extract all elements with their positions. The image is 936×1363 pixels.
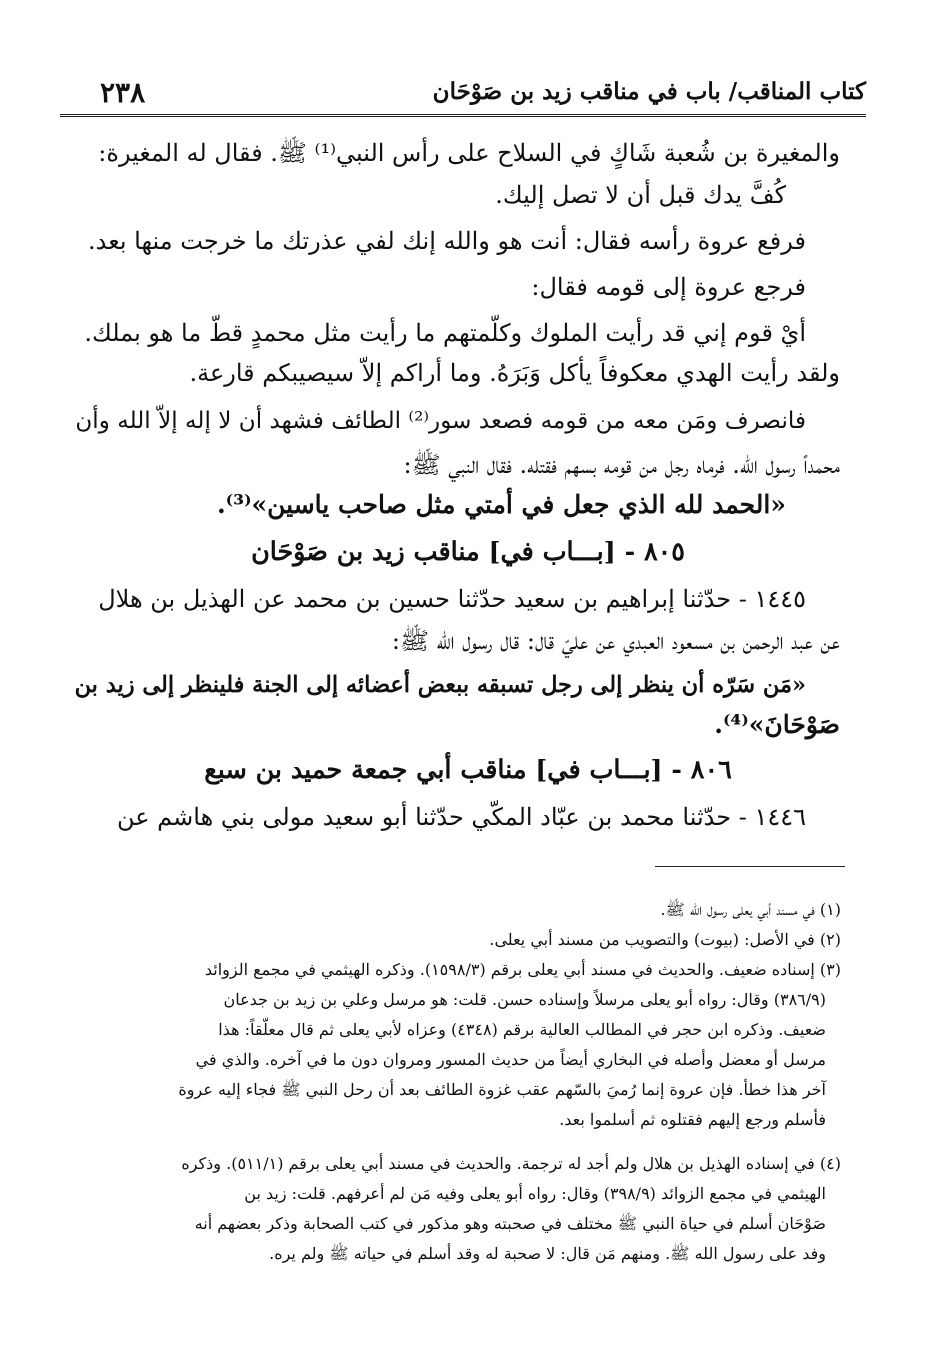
chapter-heading-806: ٨٠٦ - [بـــاب في] مناقب أبي جمعة حميد بن سبع: [204, 754, 732, 784]
footnote-line: آخر هذا خطأ. فإن عروة إنما رُميَ بالسّهم عقب غزوة الطائف بعد أن رحل النبي ﷺ فجاء إليه عروة: [178, 1080, 826, 1099]
hadith-chain-line: عن عبد الرحمن بن مسعود العبدي عن عليّ قال: قال رسول الله ﷺ:: [391, 627, 840, 655]
text-line: أيْ قوم إني قد رأيت الملوك وكلّمتهم ما رأيت مثل محمدٍ قطّ ما هو بملك.: [84, 319, 806, 347]
hadith-chain-line: ١٤٤٥ - حدّثنا إبراهيم بن سعيد حدّثنا حسين بن محمد عن الهذيل بن هلال: [98, 585, 806, 613]
footnote-line: (١) في مسند أبي يعلى رسول الله ﷺ.: [660, 900, 841, 919]
footnote-line: فأسلم ورجع إليهم فقتلوه ثم أسلموا بعد.: [559, 1110, 826, 1129]
text-line: كُفَّ يدك قبل أن لا تصل إليك.: [495, 181, 786, 209]
text-line: فرفع عروة رأسه فقال: أنت هو والله إنك لفي عذرتك ما خرجت منها بعد.: [88, 227, 806, 255]
footnote-line: (٣) إسناده ضعيف. والحديث في مسند أبي يعلى برقم (١٥٩٨/٣). وذكره الهيثمي في مجمع الزوائد: [204, 960, 841, 979]
footnote-rule: [655, 866, 845, 867]
footnote-line: (٣٨٦/٩) وقال: رواه أبو يعلى مرسلاً وإسناده حسن. قلت: هو مرسل وعلي بن زيد بن جدعان: [223, 990, 826, 1009]
prophetic-quote: «مَن سَرّه أن ينظر إلى رجل تسبقه ببعض أعضائه إلى الجنة فلينظر إلى زيد بن: [74, 672, 806, 698]
page-number: ٢٣٨: [100, 76, 146, 109]
footnote-line: وفد على رسول الله ﷺ. ومنهم مَن قال: لا صحبة له وقد أسلم في حياته ﷺ ولم يره.: [269, 1244, 826, 1263]
footnote-line: مرسل أو معضل وأصله في البخاري أيضاً من حديث المسور ومروان دون ما في آخره. والذي في: [195, 1050, 826, 1069]
footnote-line: ضعيف. وذكره ابن حجر في المطالب العالية برقم (٤٣٤٨) وعزاه لأبي يعلى ثم قال معلّقاً: هذا: [218, 1020, 826, 1039]
prophetic-quote: صَوْحَانَ»⁽⁴⁾.: [714, 710, 840, 739]
footnote-line: (٢) في الأصل: (بيوت) والتصويب من مسند أبي يعلى.: [489, 930, 841, 949]
hadith-chain-line: ١٤٤٦ - حدّثنا محمد بن عبّاد المكّي حدّثنا أبو سعيد مولى بني هاشم عن: [116, 803, 806, 831]
text-line: والمغيرة بن شُعبة شَاكٍ في السلاح على رأس النبي⁽¹⁾ ﷺ. فقال له المغيرة:: [98, 139, 840, 167]
header-rule: [60, 114, 866, 117]
chapter-heading-805: ٨٠٥ - [بـــاب في] مناقب زيد بن صَوْحَان: [251, 536, 685, 566]
footnote-line: الهيثمي في مجمع الزوائد (٣٩٨/٩) وقال: رواه أبو يعلى وفيه مَن لم أعرفهم. قلت: زيد بن: [244, 1184, 826, 1203]
prophetic-quote: «الحمد لله الذي جعل في أمتي مثل صاحب ياسين»⁽³⁾.: [216, 490, 786, 519]
text-line: ولقد رأيت الهدي معكوفاً يأكل وَبَرَهُ. وما أراكم إلاّ سيصيبكم قارعة.: [189, 359, 840, 387]
text-line: فانصرف ومَن معه من قومه فصعد سور⁽²⁾ الطائف فشهد أن لا إله إلاّ الله وأن: [75, 408, 806, 434]
footnote-line: (٤) في إسناده الهذيل بن هلال ولم أجد له ترجمة. والحديث في مسند أبي يعلى برقم (٥١١/١). وذكره: [181, 1154, 841, 1173]
running-title: كتاب المناقب/ باب في مناقب زيد بن صَوْحَان: [432, 78, 866, 105]
footnote-line: صَوْحَان أسلم في حياة النبي ﷺ مختلف في صحبته وهو مذكور في كتب الصحابة وذكر بعضهم أنه: [194, 1214, 826, 1233]
page-header: [60, 68, 866, 116]
text-line: فرجع عروة إلى قومه فقال:: [531, 273, 806, 301]
text-line: محمداً رسول الله. فرماه رجل من قومه بسهم فقتله. فقال النبي ﷺ:: [403, 451, 840, 479]
